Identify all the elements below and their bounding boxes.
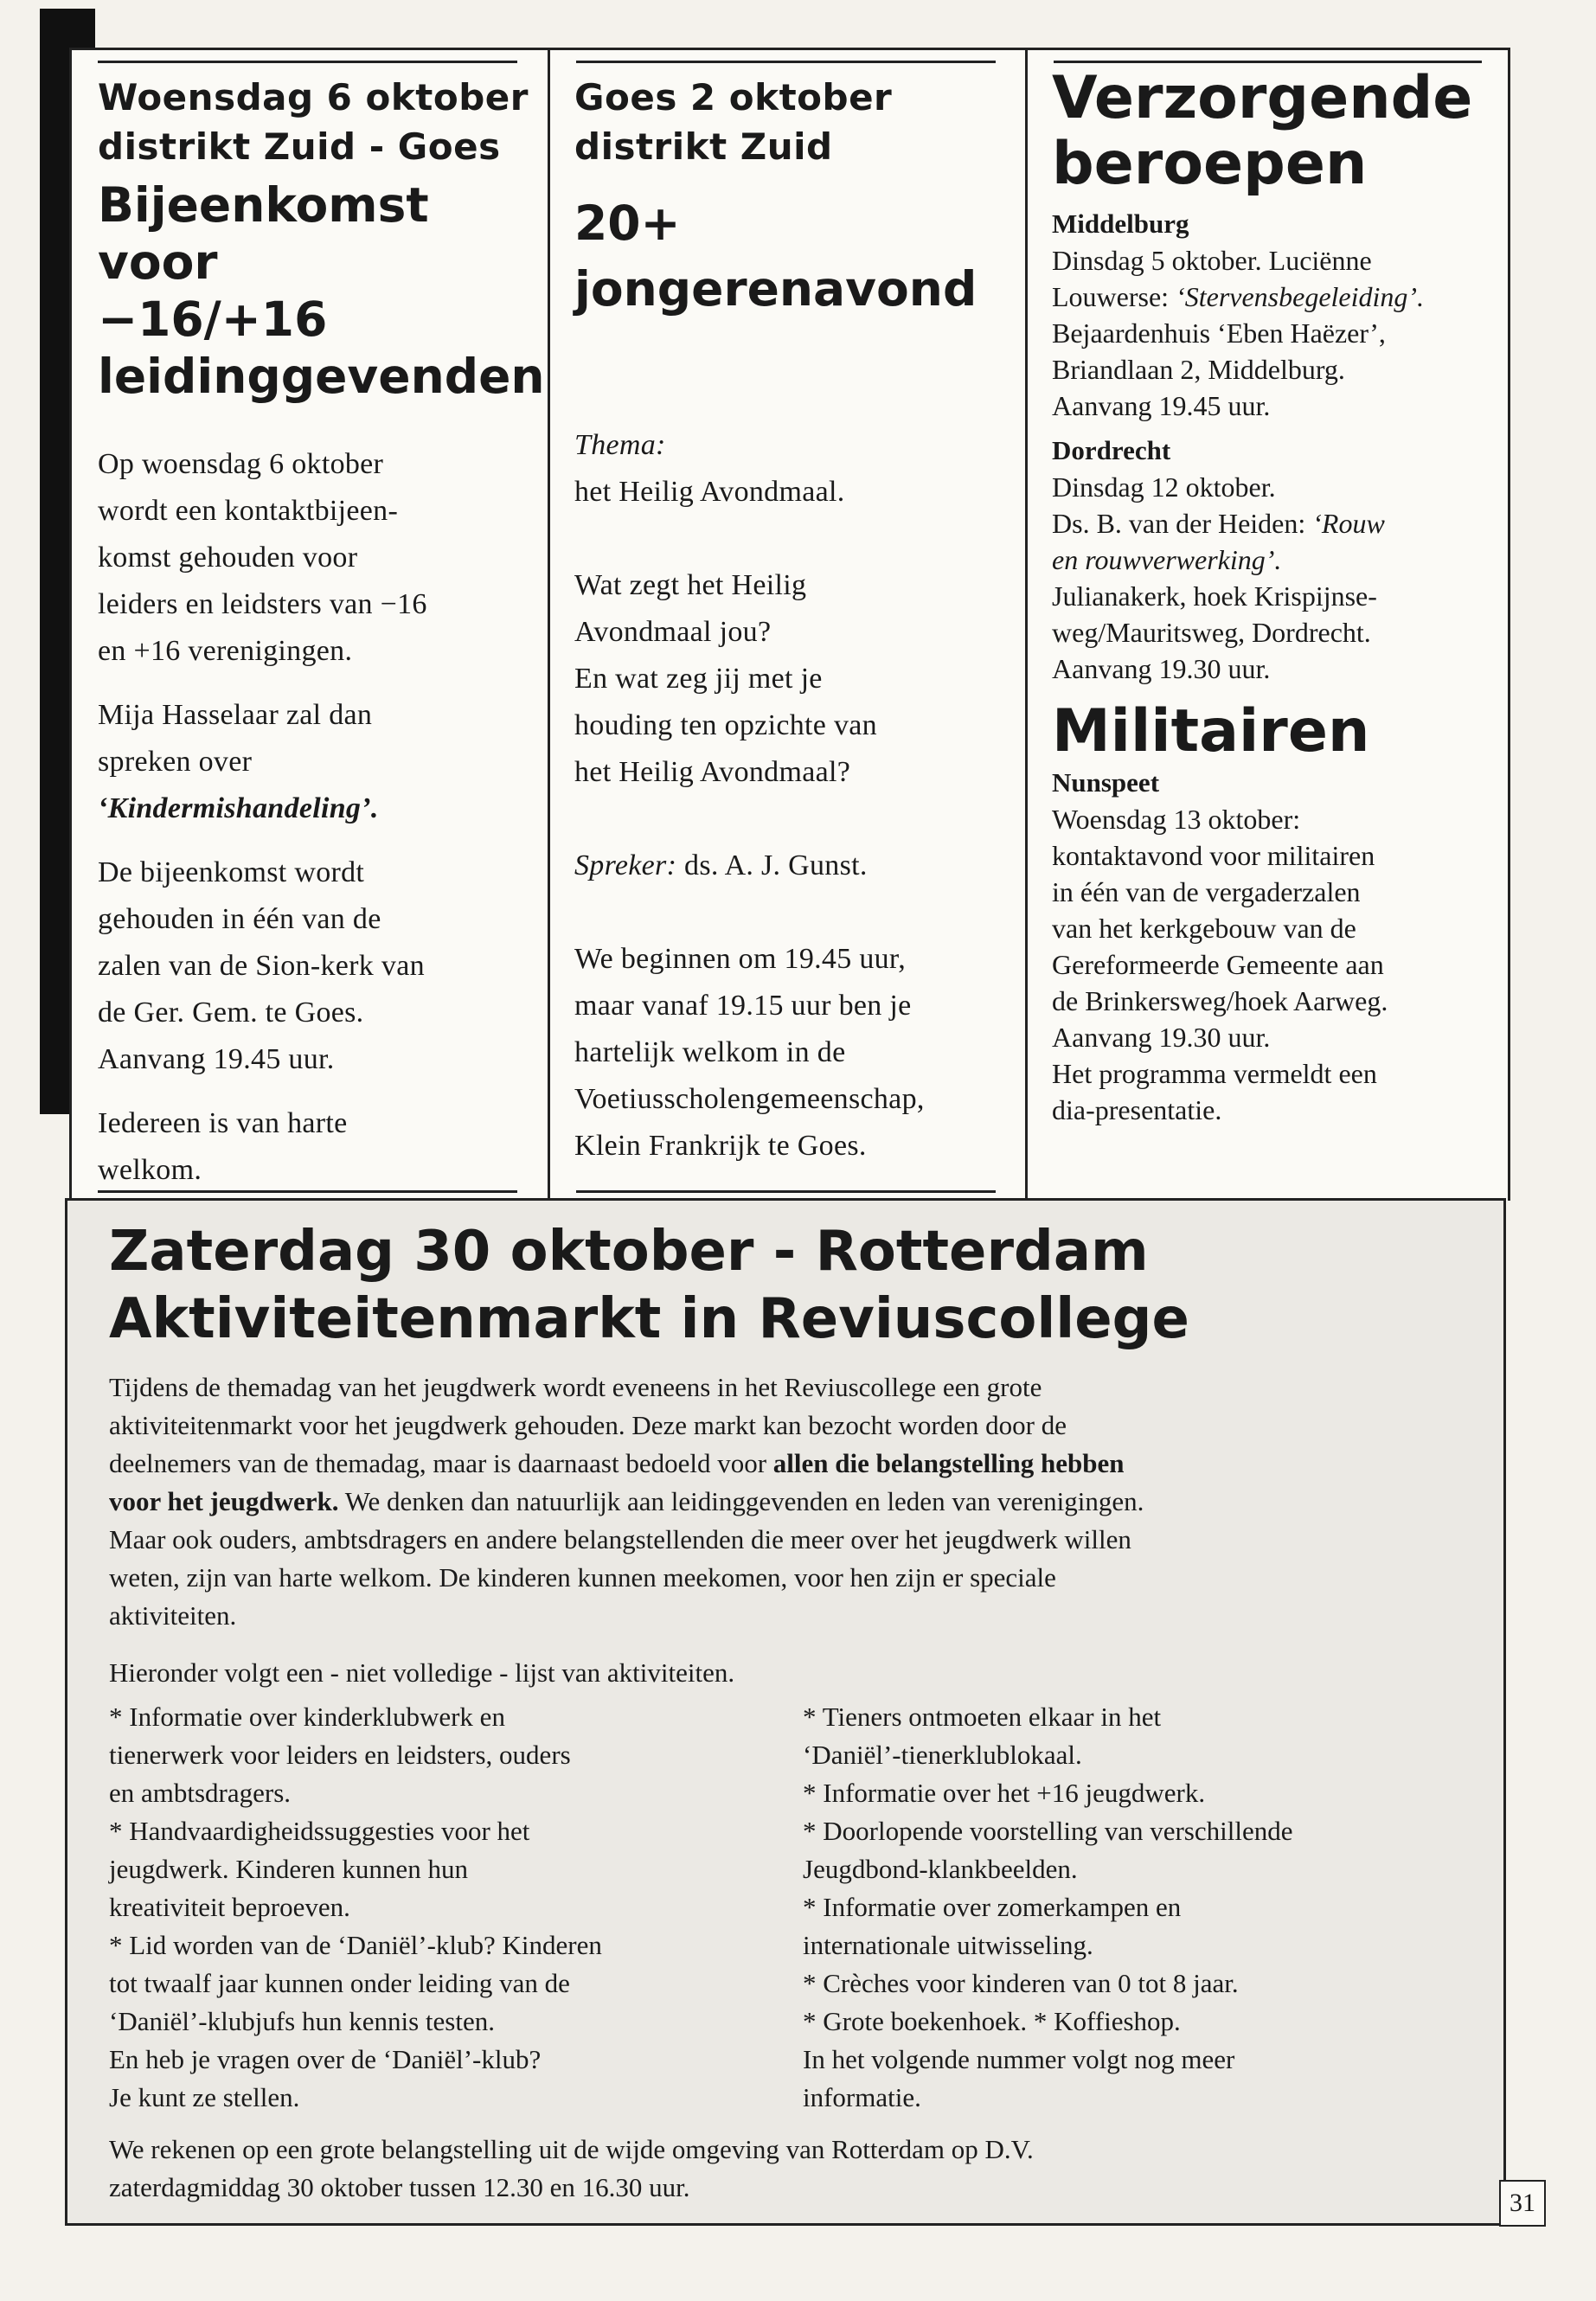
event-date: Woensdag 6 oktober — [98, 76, 529, 119]
spreker-line: Spreker: ds. A. J. Gunst. — [574, 849, 868, 881]
list-item: * Crèches voor kinderen van 0 tot 8 jaar. — [803, 1968, 1239, 1998]
event-columns — [69, 48, 1510, 1201]
event-description: Thema: het Heilig Avondmaal. Wat zegt het Heilig Avondmaal jou? En wat zeg jij met je houding ten opzichte van het Heilig Avondmaal? Spreker: ds. A. J. Gunst. We beginnen om 19.45 uur, maar vanaf 19.15 uur ben je hartelijk welkom in de Voetiusscholengemeenschap, Klein Frankrijk te Goes. — [574, 422, 1016, 1170]
event-description: Op woensdag 6 oktober wordt een kontaktbijeen- komst gehouden voor leiders en leidsters van −16 en +16 verenigingen. Mija Hasselaar zal dan spreken over ‘Kindermishandeling’. De bijeenkomst wordt gehouden in één van de zalen van de Sion-kerk van de Ger. Gem. te Goes. Aanvang 19.45 uur. Iedereen is van harte welkom. — [98, 441, 530, 1194]
event-district: distrikt Zuid - Goes — [98, 125, 501, 168]
event-title: 20+ jongerenavond — [574, 195, 977, 317]
location-nunspeet: Nunspeet — [1052, 767, 1160, 798]
event-title: Bijeenkomst voor −16/+16 leidinggevenden — [98, 177, 545, 404]
list-item: * Informatie over het +16 jeugdwerk. — [803, 1778, 1206, 1808]
list-item: * Tieners ontmoeten elkaar in het ‘Daniël’-tienerklublokaal. — [803, 1702, 1162, 1770]
list-intro: Hieronder volgt een - niet volledige - lijst van aktiviteiten. — [109, 1657, 735, 1688]
list-item: * Grote boekenhoek. * Koffieshop. — [803, 2006, 1181, 2036]
column-verzorgende-militairen: Verzorgende beroepen Middelburg Dinsdag 5 oktober. Luciënne Louwerse: ‘Stervensbegeleiding’. Bejaardenhuis ‘Eben Haëzer’, Briandlaan 2, Middelburg. Aanvang 19.45 uur. Dordrecht Dinsdag 12 oktober. Ds. B. van der Heiden: ‘Rouw en rouwverwerking’. Julianakerk, hoek Krispijnse- weg/Mauritsweg, Dordrecht. Aanvang 19.30 uur. Militairen Nunspeet Woensdag 13 oktober: kontaktavond voor militairen in één van de vergaderzalen van het kerkgebouw van de Gereformeerde Gemeente aan de Brinkersweg/hoek Aarweg. Aanvang 19.30 uur. Het programma vermeldt een dia-presentatie. — [1025, 50, 1508, 1201]
activity-list-left — [109, 1698, 792, 2117]
top-rule — [1054, 61, 1482, 63]
aktiviteitenmarkt-box — [65, 1198, 1506, 2226]
activity-list-right — [803, 1698, 1486, 2117]
top-rule — [576, 61, 996, 63]
bottom-rule — [98, 1190, 517, 1193]
thema-value: het Heilig Avondmaal. — [574, 476, 845, 508]
bottom-rule — [576, 1190, 996, 1193]
list-item: * Lid worden van de ‘Daniël’-klub? Kinderen tot twaalf jaar kunnen onder leiding van de ‘Daniël’-klubjufs hun kennis testen. En heb je vragen over de ‘Daniël’-klub? Je kunt ze stellen. — [109, 1930, 602, 2112]
page-number: 31 — [1499, 2180, 1546, 2227]
box-closing: We rekenen op een grote belangstelling uit de wijde omgeving van Rotterdam op D.V. zaterdagmiddag 30 oktober tussen 12.30 en 16.30 uur. — [109, 2134, 1034, 2202]
section-title-militairen: Militairen — [1052, 697, 1370, 766]
list-item: * Doorlopende voorstelling van verschillende Jeugdbond-klankbeelden. — [803, 1816, 1293, 1884]
top-rule — [98, 61, 517, 63]
speaker-topic: ‘Kindermishandeling’. — [98, 792, 379, 824]
column-leidinggevenden — [72, 50, 543, 1201]
event-district: distrikt Zuid — [574, 125, 833, 168]
list-item: * Informatie over zomerkampen en internationale uitwisseling. — [803, 1892, 1182, 1960]
list-item: * Informatie over kinderklubwerk en tienerwerk voor leiders en leidsters, ouders en ambtsdragers. — [109, 1702, 571, 1808]
list-item: * Handvaardigheidssuggesties voor het jeugdwerk. Kinderen kunnen hun kreativiteit beproeven. — [109, 1816, 530, 1922]
more-info-note: In het volgende nummer volgt nog meer informatie. — [803, 2044, 1235, 2112]
location-middelburg: Middelburg — [1052, 208, 1189, 239]
thema-label: Thema: — [574, 429, 666, 461]
column-jongerenavond — [548, 50, 1022, 1201]
section-title-verzorgende: Verzorgende beroepen — [1052, 64, 1473, 198]
event-date: Goes 2 oktober — [574, 76, 893, 119]
box-title: Zaterdag 30 oktober - Rotterdam Aktiviteitenmarkt in Reviuscollege — [109, 1220, 1189, 1351]
location-dordrecht: Dordrecht — [1052, 435, 1171, 465]
box-intro: Tijdens de themadag van het jeugdwerk wordt eveneens in het Reviuscollege een grote aktiviteitenmarkt voor het jeugdwerk gehouden. Deze markt kan bezocht worden door de deelnemers van de themadag, maar is daarnaast bedoeld voor allen die belangstelling hebben voor het jeugdwerk. We denken dan natuurlijk aan leidinggevenden en leden van verenigingen. Maar ook ouders, ambtsdragers en andere belangstellenden die meer over het jeugdwerk willen weten, zijn van harte welkom. De kinderen kunnen meekomen, voor hen zijn er speciale aktiviteiten. — [109, 1372, 1144, 1631]
